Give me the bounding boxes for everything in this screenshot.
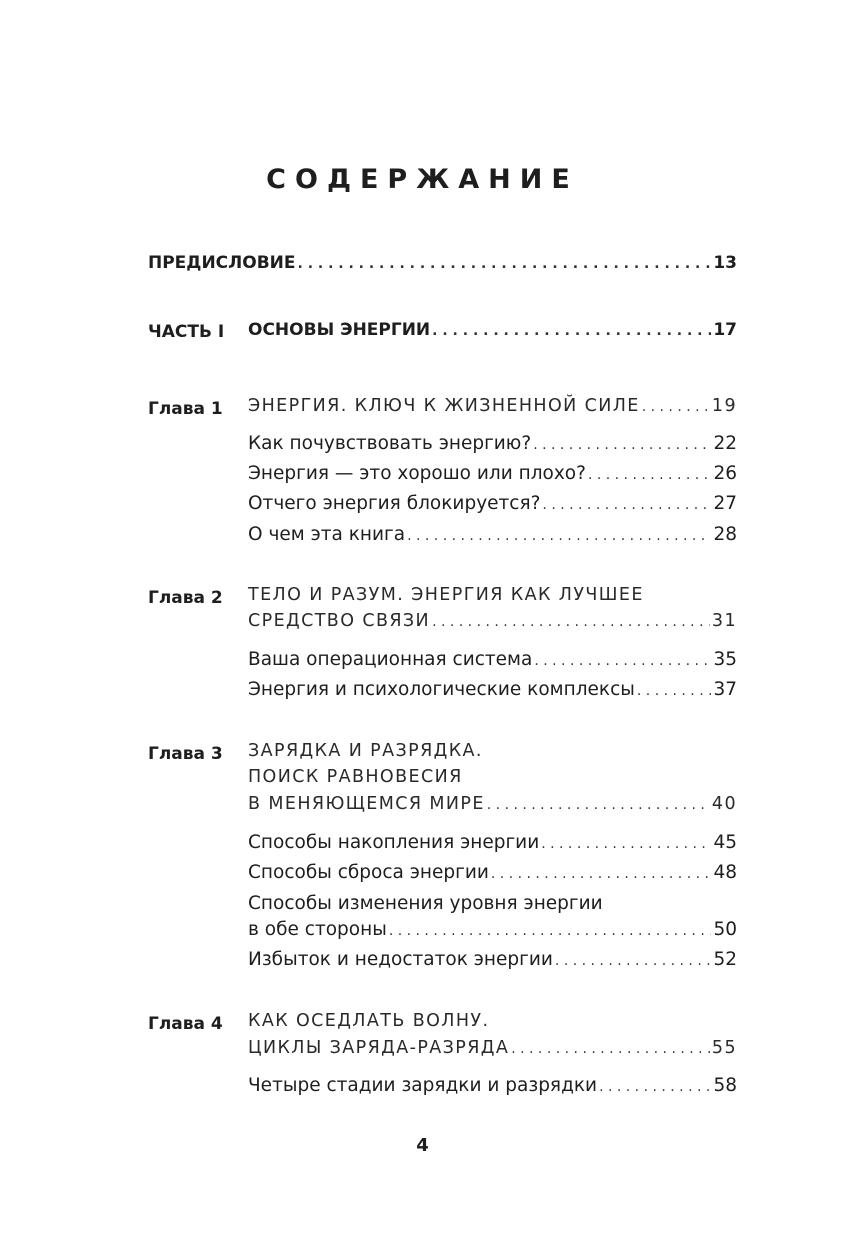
entry-page: 48 [713, 862, 737, 883]
entry-title: Как почувствовать энергию? [248, 433, 532, 454]
entry-title: В МЕНЯЮЩЕМСЯ МИРЕ [248, 794, 485, 814]
entry-title: в обе стороны [248, 919, 387, 940]
toc-entry-section[interactable] [248, 862, 737, 892]
entry-page: 37 [713, 679, 737, 700]
toc-entry-section[interactable] [248, 433, 737, 463]
dot-leader [511, 1038, 710, 1058]
entry-title: Ваша операционная система [248, 649, 533, 670]
entry-title: Избыток и недостаток энергии [248, 949, 553, 970]
toc-entry-section[interactable] [248, 463, 737, 493]
dot-leader [555, 949, 712, 970]
entry-title: СРЕДСТВО СВЯЗИ [248, 611, 431, 631]
page-number: 4 [416, 1135, 429, 1156]
entry-page: 28 [713, 524, 737, 545]
entry-page: 19 [711, 396, 737, 416]
entry-title: ОСНОВЫ ЭНЕРГИИ [248, 320, 431, 340]
section-title-line: Способы изменения уровня энергии [248, 893, 603, 914]
entry-page: 58 [713, 1075, 737, 1096]
toc-entry-section[interactable] [248, 679, 737, 709]
entry-title: Энергия и психологические комплексы [248, 679, 635, 700]
toc-entry-section[interactable] [248, 524, 737, 554]
entry-title: ПРЕДИСЛОВИЕ [148, 253, 296, 273]
entry-page: 45 [713, 832, 737, 853]
dot-leader [588, 463, 712, 484]
entry-title: ЭНЕРГИЯ. КЛЮЧ К ЖИЗНЕННОЙ СИЛЕ [248, 396, 640, 416]
chapter-title-line: ТЕЛО И РАЗУМ. ЭНЕРГИЯ КАК ЛУЧШЕЕ [248, 585, 644, 605]
toc-entry-chapter-1[interactable] [248, 396, 737, 426]
chapter-label: Глава 3 [148, 744, 223, 764]
dot-leader [534, 649, 711, 670]
entry-page: 27 [713, 493, 737, 514]
entry-page: 31 [711, 611, 737, 631]
entry-title: О чем эта книга [248, 524, 406, 545]
chapter-title-line: ЗАРЯДКА И РАЗРЯДКА. [248, 741, 483, 761]
entry-page: 22 [713, 433, 737, 454]
entry-title: ЦИКЛЫ ЗАРЯДА-РАЗРЯДА [248, 1038, 510, 1058]
dot-leader [432, 611, 710, 631]
toc-entry-section[interactable] [248, 832, 737, 862]
entry-title: Отчего энергия блокируется? [248, 493, 541, 514]
dot-leader [487, 794, 710, 814]
entry-page: 17 [713, 320, 737, 340]
dot-leader [533, 433, 711, 454]
toc-entry-chapter-4[interactable] [248, 1038, 737, 1068]
dot-leader [432, 320, 711, 340]
dot-leader [642, 396, 710, 416]
entry-page: 55 [711, 1038, 737, 1058]
toc-title: СОДЕРЖАНИЕ [266, 164, 579, 195]
toc-entry-chapter-3[interactable] [248, 794, 737, 824]
chapter-label: Глава 4 [148, 1014, 223, 1034]
dot-leader [637, 679, 712, 700]
entry-page: 35 [713, 649, 737, 670]
dot-leader [298, 253, 712, 273]
dot-leader [599, 1075, 711, 1096]
entry-title: Энергия — это хорошо или плохо? [248, 463, 586, 484]
part-label: ЧАСТЬ I [148, 322, 225, 342]
entry-title: Способы сброса энергии [248, 862, 489, 883]
toc-entry-part1[interactable] [248, 320, 737, 350]
entry-title: Четыре стадии зарядки и разрядки [248, 1075, 598, 1096]
dot-leader [542, 493, 711, 514]
toc-entry-section[interactable] [248, 1075, 737, 1105]
dot-leader [491, 862, 712, 883]
entry-page: 52 [713, 949, 737, 970]
entry-page: 13 [713, 253, 737, 273]
entry-page: 26 [713, 463, 737, 484]
chapter-label: Глава 2 [148, 588, 223, 608]
entry-title: Способы накопления энергии [248, 832, 540, 853]
dot-leader [541, 832, 711, 853]
toc-entry-section[interactable] [248, 493, 737, 523]
chapter-title-line: КАК ОСЕДЛАТЬ ВОЛНУ. [248, 1011, 490, 1031]
chapter-title-line: ПОИСК РАВНОВЕСИЯ [248, 767, 463, 787]
toc-entry-section[interactable] [248, 919, 737, 949]
toc-entry-chapter-2[interactable] [248, 611, 737, 641]
dot-leader [407, 524, 711, 545]
chapter-label: Глава 1 [148, 399, 223, 419]
toc-entry-section[interactable] [248, 949, 737, 979]
entry-page: 50 [713, 919, 737, 940]
dot-leader [389, 919, 712, 940]
toc-entry-section[interactable] [248, 649, 737, 679]
toc-entry-preface[interactable] [148, 253, 737, 283]
entry-page: 40 [711, 794, 737, 814]
